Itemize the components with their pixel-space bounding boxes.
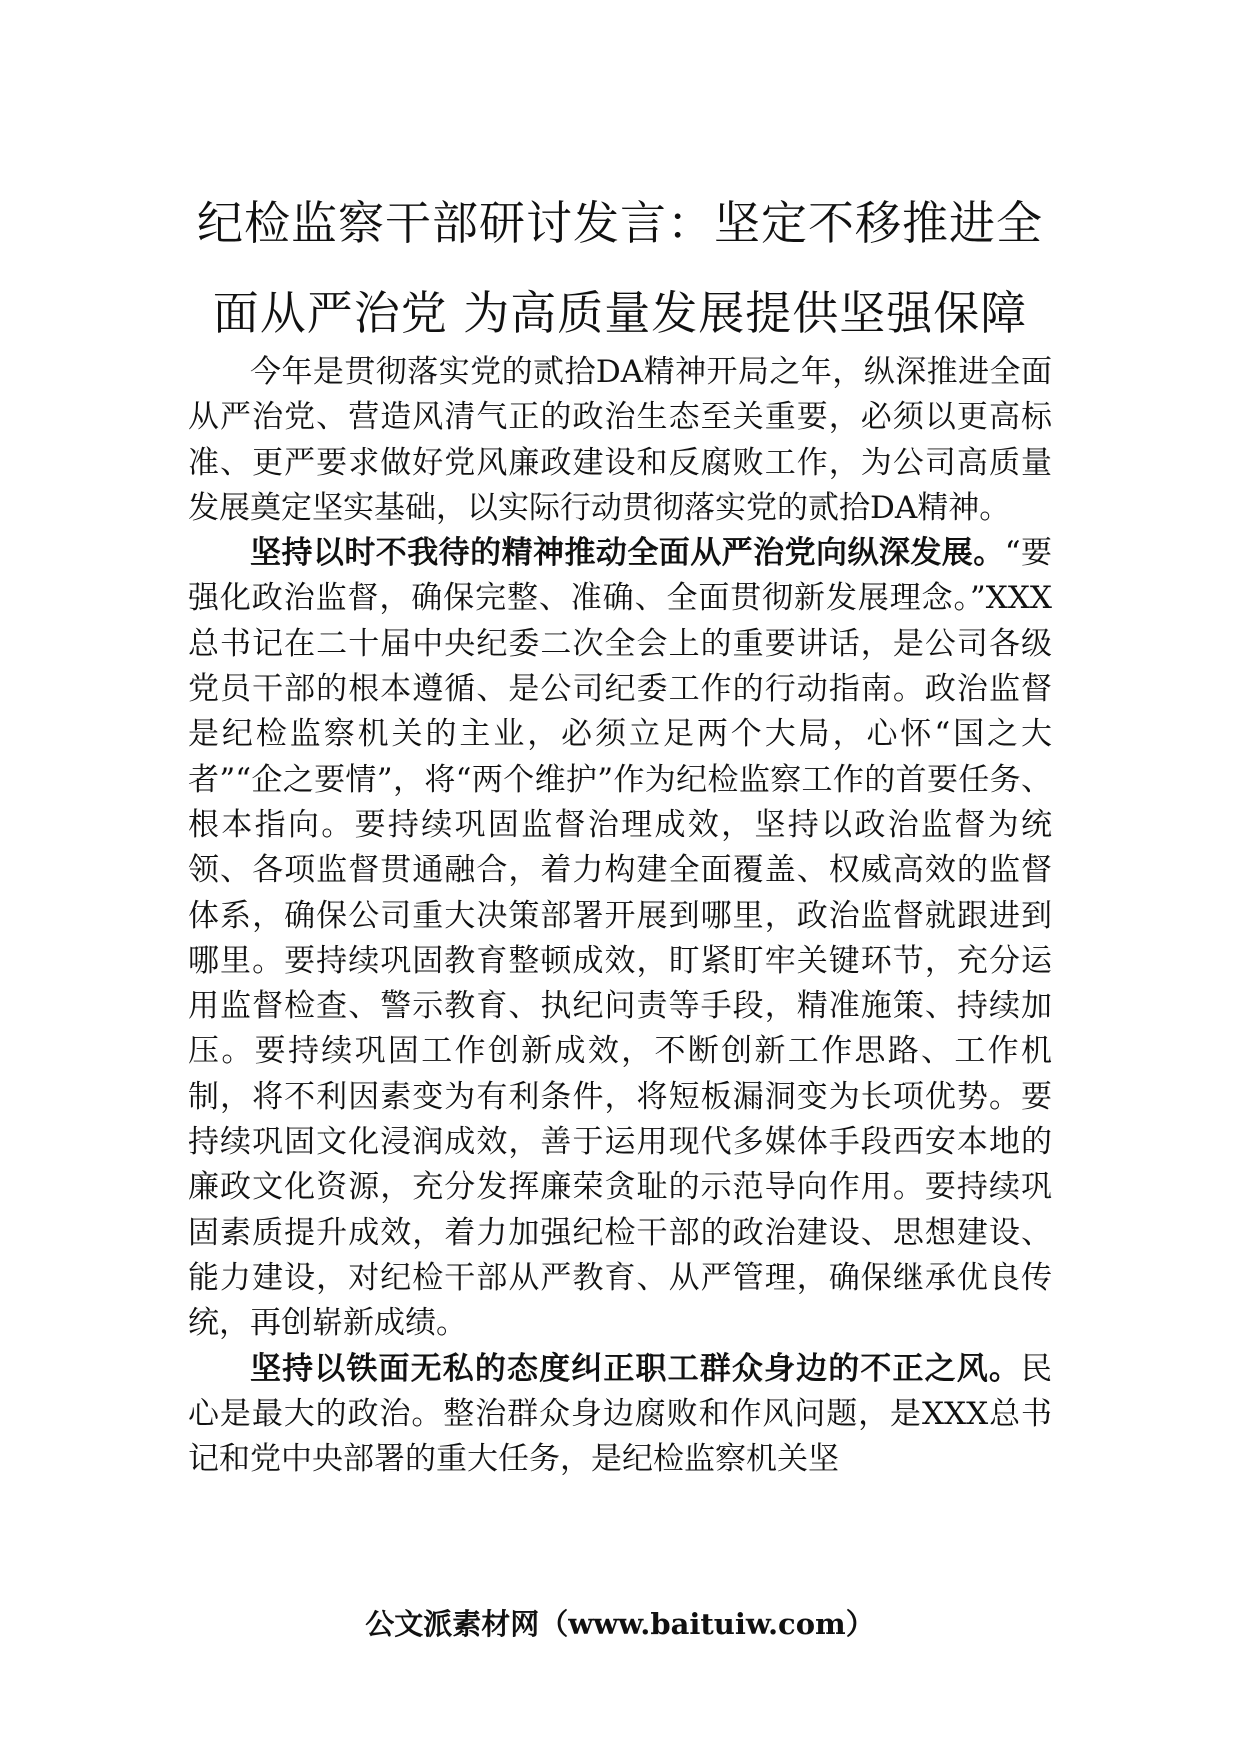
paragraph-lead-heading: 坚持以时不我待的精神推动全面从严治党向纵深发展。 bbox=[250, 535, 1005, 572]
document-title bbox=[150, 178, 1090, 358]
paragraph-intro bbox=[188, 350, 1052, 531]
paragraph-text: “要强化政治监督，确保完整、准确、全面贯彻新发展理念。”XXX总书记在二十届中央纪委二次全会上的重要讲话，是公司各级党员干部的根本遵循、是公司纪委工作的行动指南。政治监督是纪检监察机关的主业，必须立足两个大局，心怀“国之大者”“企之要情”，将“两个维护”作为纪检监察工作的首要任务、根本指向。要持续巩固监督治理成效，坚持以政治监督为统领、各项监督贯通融合，着力构建全面覆盖、权威高效的监督体系，确保公司重大决策部署开展到哪里，政治监督就跟进到哪里。要持续巩固教育整顿成效，盯紧盯牢关键环节，充分运用监督检查、警示教育、执纪问责等手段，精准施策、持续加压。要持续巩固工作创新成效，不断创新工作思路、工作机制，将不利因素变为有利条件，将短板漏洞变为长项优势。要持续巩固文化浸润成效，善于运用现代多媒体手段西安本地的廉政文化资源，充分发挥廉荣贪耻的示范导向作用。要持续巩固素质提升成效，着力加强纪检干部的政治建设、思想建设、能力建设，对纪检干部从严教育、从严管理，确保继承优良传统，再创崭新成绩。 bbox=[188, 535, 1052, 1342]
document-body bbox=[188, 350, 1052, 1482]
page-footer: 公文派素材网（www.baituiw.com） bbox=[365, 1607, 875, 1641]
paragraph-text: 今年是贯彻落实党的贰拾DA精神开局之年，纵深推进全面从严治党、营造风清气正的政治生态至关重要，必须以更高标准、更严要求做好党风廉政建设和反腐败工作，为公司高质量发展奠定坚实基础，以实际行动贯彻落实党的贰拾DA精神。 bbox=[188, 354, 1052, 526]
title-line-1: 纪检监察干部研讨发言：坚定不移推进全 bbox=[197, 196, 1043, 250]
paragraph-rectify-misconduct bbox=[188, 1347, 1052, 1483]
paragraph-text: 民心是最大的政治。整治群众身边腐败和作风问题，是XXX总书记和党中央部署的重大任务，是纪检监察机关坚 bbox=[188, 1350, 1052, 1478]
paragraph-political-supervision bbox=[188, 531, 1052, 1346]
title-line-2: 面从严治党 为高质量发展提供坚强保障 bbox=[212, 286, 1028, 340]
paragraph-lead-heading: 坚持以铁面无私的态度纠正职工群众身边的不正之风。 bbox=[250, 1350, 1021, 1387]
